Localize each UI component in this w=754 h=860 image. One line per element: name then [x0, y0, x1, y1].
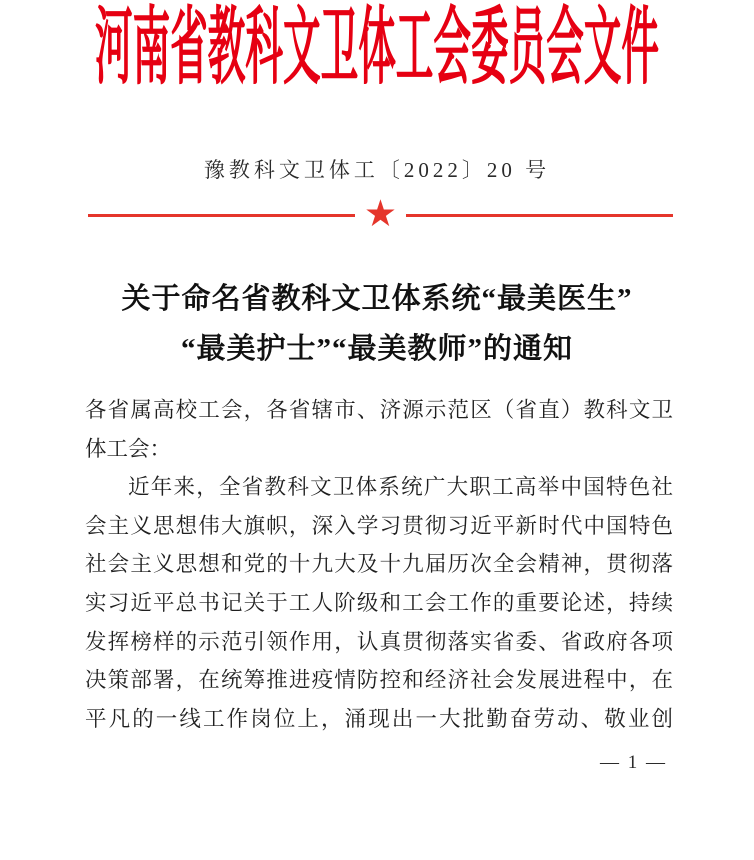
doc-number: 豫教科文卫体工〔2022〕20 号 — [203, 158, 551, 182]
body-line: 会主义思想伟大旗帜，深入学习贯彻习近平新时代中国特色 — [85, 513, 673, 538]
body-line: 决策部署，在统筹推进疫情防控和经济社会发展进程中，在 — [85, 668, 673, 693]
body-line: 发挥榜样的示范引领作用，认真贯彻落实省委、省政府各项 — [85, 629, 673, 654]
body-line: 近年来，全省教科文卫体系统广大职工高举中国特色社 — [128, 475, 673, 500]
doc-title — [0, 274, 754, 374]
salutation-line: 体工会： — [85, 436, 172, 461]
star-icon: ★ — [363, 193, 398, 235]
doc-title-line-1: 关于命名省教科文卫体系统“最美医生” — [121, 283, 633, 315]
letterhead — [0, 0, 754, 96]
divider-line-right — [406, 214, 673, 217]
body-text — [85, 391, 673, 738]
red-divider — [88, 195, 673, 235]
doc-title-line-2: “最美护士”“最美教师”的通知 — [180, 333, 573, 365]
divider-line-left — [88, 214, 355, 217]
salutation-line: 各省属高校工会，各省辖市、济源示范区（省直）教科文卫 — [85, 398, 673, 422]
letterhead-org-title: 河南省教科文卫体工会委员会文件 — [95, 0, 659, 96]
body-line: 平凡的一线工作岗位上，涌现出一大批勤奋劳动、敬业创 — [85, 706, 673, 731]
page-number: — 1 — — [600, 752, 667, 773]
body-line: 社会主义思想和党的十九大及十九届历次全会精神，贯彻落 — [85, 552, 673, 577]
body-line: 实习近平总书记关于工人阶级和工会工作的重要论述，持续 — [85, 590, 673, 615]
